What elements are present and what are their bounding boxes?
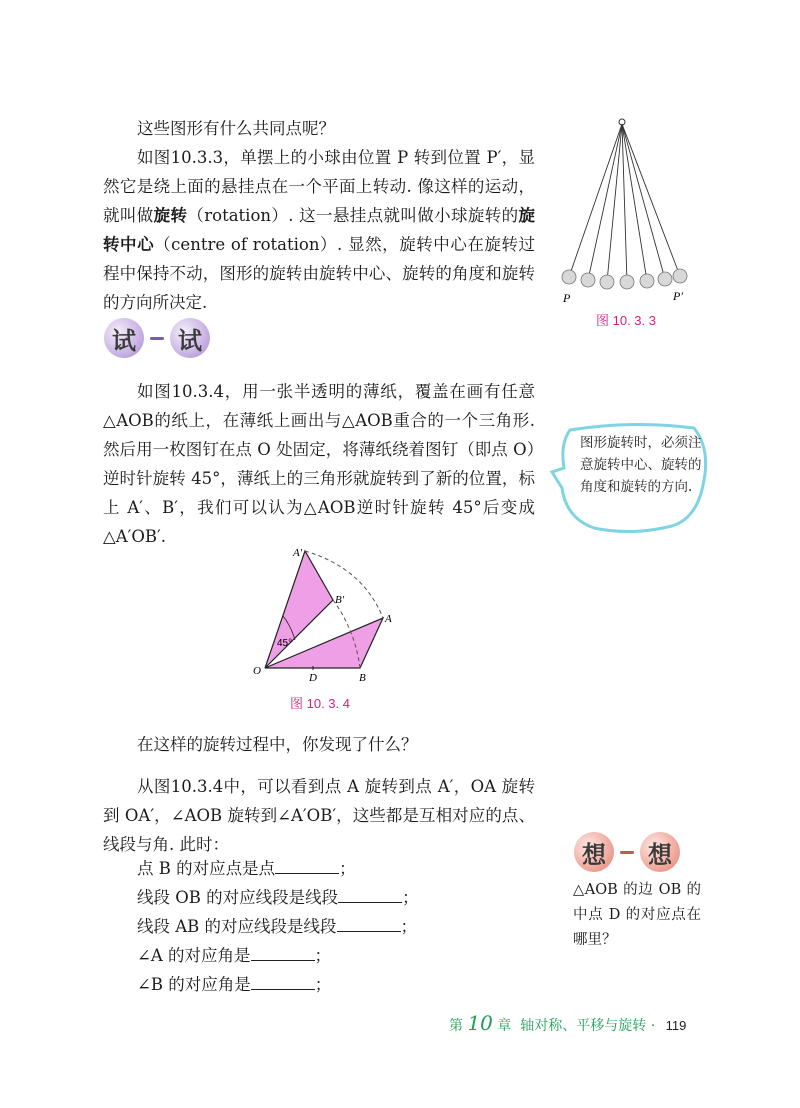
footer-chapter-suffix: 章	[497, 1018, 512, 1034]
footer-chapter-number: 10	[467, 1011, 493, 1035]
side-note: 图形旋转时，必须注意旋转中心、旋转的角度和旋转的方向.	[580, 435, 702, 495]
exercise-4: ∠A 的对应角是 ；	[137, 941, 331, 970]
label-a-prime: A′	[293, 547, 303, 559]
label-a: A	[385, 613, 392, 625]
label-angle: 45°	[277, 638, 293, 649]
think-about-it-badge	[574, 832, 680, 872]
exercise-3: 线段 AB 的对应线段是线段 ；	[137, 912, 417, 941]
answer-blank-1[interactable]	[275, 855, 339, 874]
caption-figure-10-3-4: 图 10. 3. 4	[290, 696, 350, 711]
think-badge-char-1: 想	[574, 832, 614, 872]
paragraph-discovery-question: 在这样的旋转过程中，你发现了什么？	[137, 735, 418, 754]
label-b-prime: B′	[335, 594, 345, 606]
label-b: B	[359, 672, 366, 684]
label-d: D	[309, 672, 317, 684]
paragraph-rotation-definition: 如图10.3.3，单摆上的小球由位置 P 转到位置 P′，显然它是绕上面的悬挂点在一个平面上转动. 像这样的运动，就叫做旋转（rotation）. 这一悬挂点就叫做小球旋转的旋转中心（centre of rotation）. 显然，旋转中心在旋转过程中保持不动，图形的旋转由旋转中心、旋转的角度和旋转的方向所决定.	[103, 148, 536, 312]
answer-blank-4[interactable]	[251, 942, 315, 961]
footer-chapter-title: 轴对称、平移与旋转	[520, 1018, 647, 1034]
term-rotation: 旋转	[153, 206, 188, 225]
caption-figure-10-3-3: 图 10. 3. 3	[596, 313, 656, 328]
aside-question: △AOB 的边 OB 的中点 D 的对应点在哪里？	[573, 882, 701, 948]
triangle-rotation-figure	[253, 548, 403, 688]
answer-blank-2[interactable]	[338, 884, 402, 903]
badge-dash	[150, 337, 164, 340]
answer-blank-3[interactable]	[337, 913, 401, 932]
footer-chapter-prefix: 第	[449, 1018, 463, 1034]
label-p: P	[563, 291, 571, 305]
exercise-1: 点 B 的对应点是点 ；	[137, 854, 356, 883]
think-badge-char-2: 想	[640, 832, 680, 872]
pendulum-figure	[555, 112, 695, 312]
paragraph-experiment: 如图10.3.4，用一张半透明的薄纸，覆盖在画有任意△AOB的纸上，在薄纸上画出与△AOB重合的一个三角形. 然后用一枚图钉在点 O 处固定，将薄纸绕着图钉（即点 O）逆时针旋转 45°，薄纸上的三角形就旋转到了新的位置，标上 A′、B′，我们可以认为△AOB逆时针旋转 45°后变成△A′OB′.	[103, 382, 535, 546]
footer-dot: ·	[650, 1018, 656, 1034]
try-badge-char-1: 试	[104, 318, 144, 358]
badge-dash	[620, 851, 634, 854]
paragraph-question: 这些图形有什么共同点呢？	[137, 119, 335, 138]
try-it-badge	[104, 318, 210, 358]
page-footer	[449, 1011, 686, 1035]
paragraph-correspondence: 从图10.3.4中，可以看到点 A 旋转到点 A′，OA 旋转到 OA′，∠AOB 旋转到∠A′OB′，这些都是互相对应的点、线段与角. 此时：	[103, 777, 535, 854]
exercise-2: 线段 OB 的对应线段是线段 ；	[137, 883, 419, 912]
page-number: 119	[665, 1018, 687, 1033]
term-rotation-center: 旋转中心	[103, 206, 535, 254]
label-p-prime: P′	[673, 289, 683, 303]
answer-blank-5[interactable]	[251, 971, 315, 990]
label-o: O	[253, 665, 261, 677]
exercise-5: ∠B 的对应角是 ；	[137, 970, 331, 999]
try-badge-char-2: 试	[170, 318, 210, 358]
